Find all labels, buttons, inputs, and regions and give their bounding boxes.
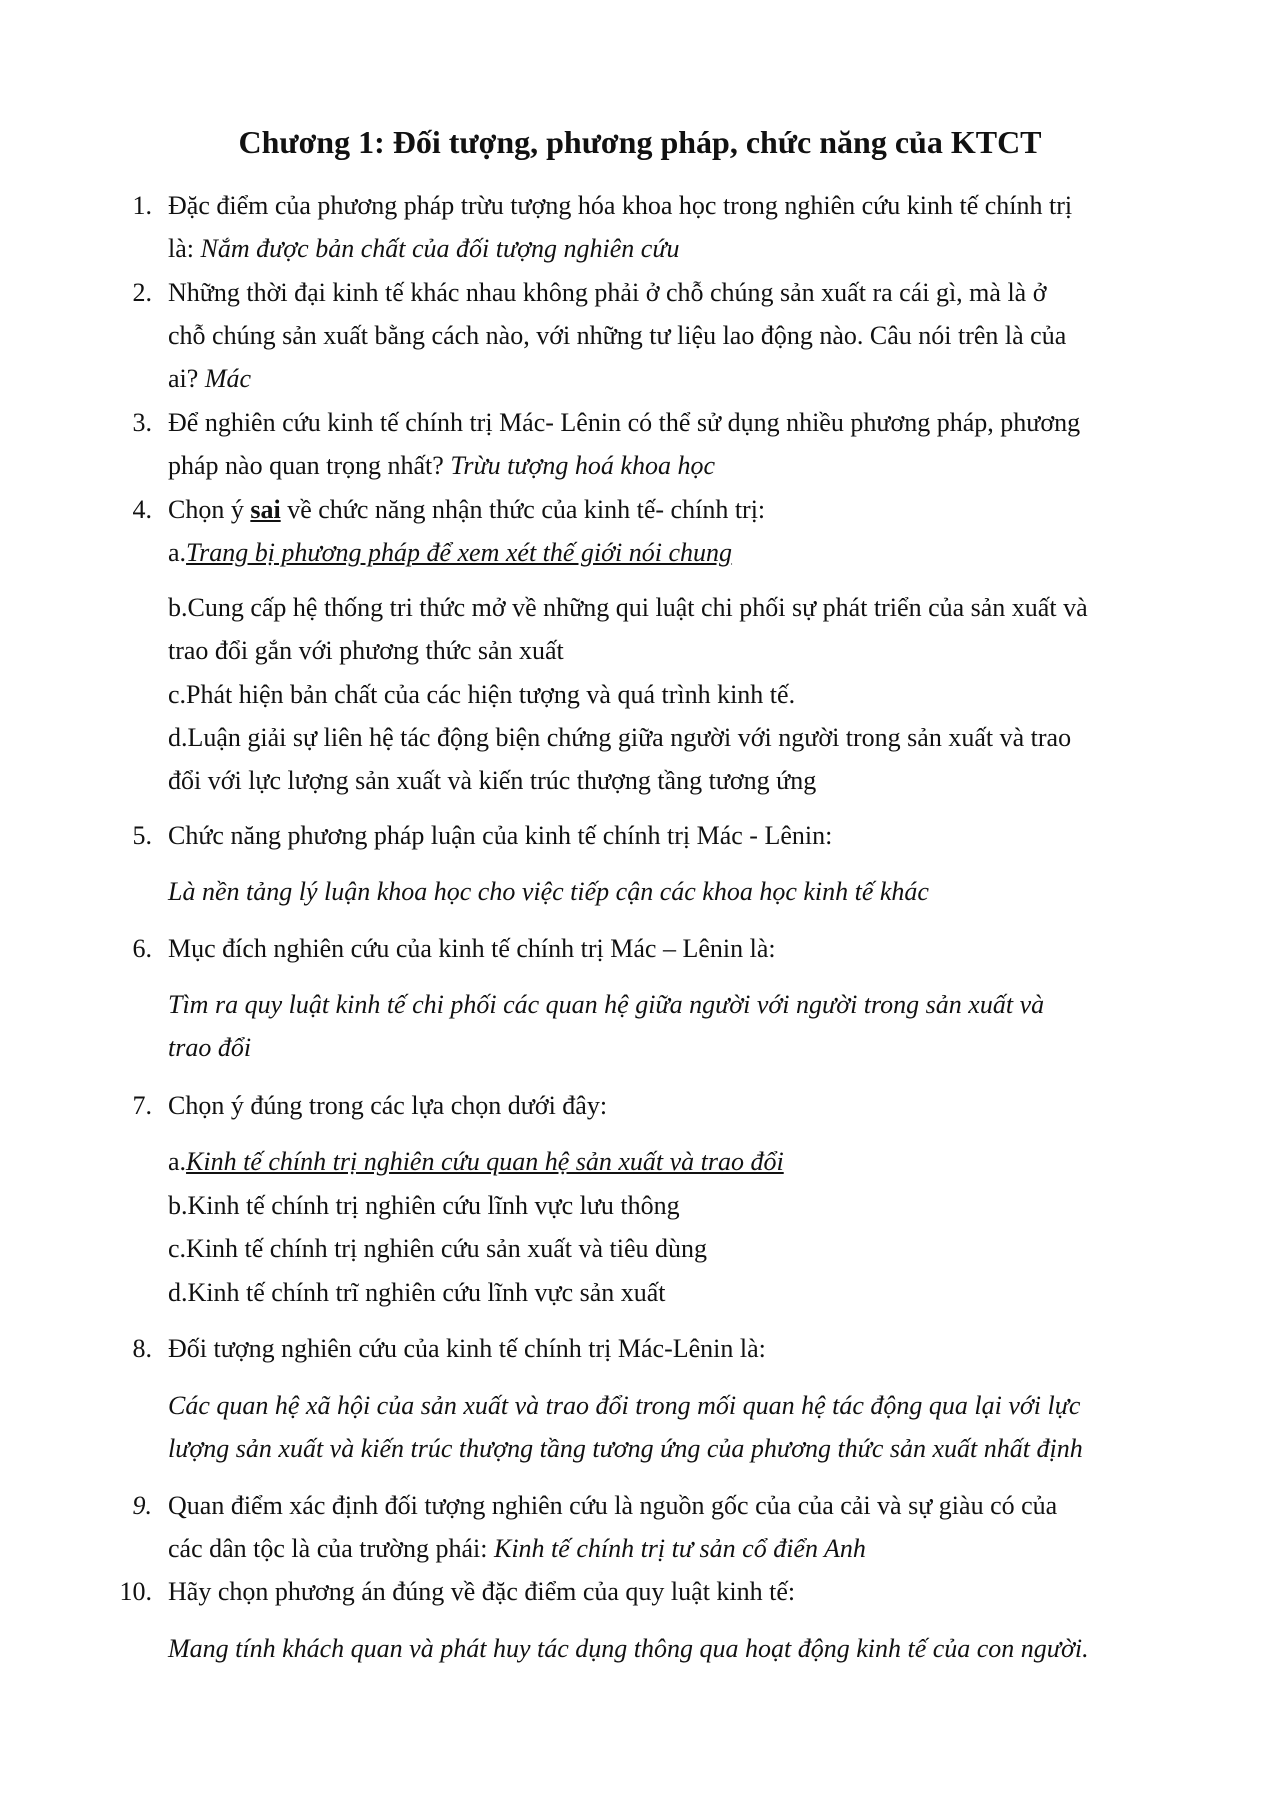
- q1-number: 1.: [132, 191, 152, 220]
- q9-question-line1: Quan điểm xác định đối tượng nghiên cứu là nguồn gốc của của cải và sự giàu có của: [168, 1491, 1058, 1520]
- q7-option-a-answer: Kinh tế chính trị nghiên cứu quan hệ sản xuất và trao đổi: [186, 1147, 784, 1176]
- q4-option-b-line1: b.Cung cấp hệ thống tri thức mở về những qui luật chi phối sự phát triển của sản xuất và: [168, 593, 1088, 622]
- q6-answer-line2: trao đổi: [168, 1033, 252, 1062]
- q4-option-a: [168, 535, 732, 571]
- q7-option-a-label: a.: [168, 1147, 187, 1176]
- q2-number: 2.: [132, 278, 152, 307]
- q9-question-prefix: các dân tộc là của trường phái:: [168, 1534, 494, 1563]
- q8-answer-line2: lượng sản xuất và kiến trúc thượng tầng tương ứng của phương thức sản xuất nhất định: [168, 1434, 1083, 1463]
- q4-option-c: c.Phát hiện bản chất của các hiện tượng và quá trình kinh tế.: [168, 680, 796, 709]
- q3-question-line2: [168, 448, 715, 484]
- q3-question-line1: Để nghiên cứu kinh tế chính trị Mác- Lênin có thể sử dụng nhiều phương pháp, phương: [168, 408, 1081, 437]
- q9-question-line2: [168, 1531, 866, 1567]
- q2-question-prefix: ai?: [168, 364, 205, 393]
- q10-question: Hãy chọn phương án đúng về đặc điểm của quy luật kinh tế:: [168, 1577, 796, 1606]
- q3-number: 3.: [132, 408, 152, 437]
- q9-answer: Kinh tế chính trị tư sản cổ điển Anh: [493, 1534, 866, 1563]
- q7-question: Chọn ý đúng trong các lựa chọn dưới đây:: [168, 1091, 608, 1120]
- q4-option-a-label: a.: [168, 538, 187, 567]
- q8-number: 8.: [132, 1334, 152, 1363]
- q7-option-c: c.Kinh tế chính trị nghiên cứu sản xuất và tiêu dùng: [168, 1234, 708, 1263]
- q4-question: [168, 492, 765, 528]
- q4-option-d-line2: đổi với lực lượng sản xuất và kiến trúc thượng tầng tương ứng: [168, 766, 817, 795]
- q7-option-b: b.Kinh tế chính trị nghiên cứu lĩnh vực lưu thông: [168, 1191, 680, 1220]
- q1-question-prefix: là:: [168, 234, 201, 263]
- q7-option-d: d.Kinh tế chính trĩ nghiên cứu lĩnh vực sản xuất: [168, 1278, 666, 1307]
- chapter-title: Chương 1: Đối tượng, phương pháp, chức năng của KTCT: [238, 124, 1042, 160]
- q6-number: 6.: [132, 934, 152, 963]
- q4-option-b-line2: trao đổi gắn với phương thức sản xuất: [168, 636, 564, 665]
- q5-answer: Là nền tảng lý luận khoa học cho việc tiếp cận các khoa học kinh tế khác: [168, 877, 929, 906]
- q2-answer: Mác: [204, 364, 252, 393]
- q7-option-a: [168, 1144, 784, 1180]
- q4-keyword-sai: sai: [250, 495, 281, 524]
- q7-number: 7.: [132, 1091, 152, 1120]
- q4-option-a-answer: Trang bị phương pháp để xem xét thế giới nói chung: [186, 538, 733, 567]
- q6-answer-line1: Tìm ra quy luật kinh tế chi phối các quan hệ giữa người với người trong sản xuất và: [168, 990, 1045, 1019]
- q8-answer-line1: Các quan hệ xã hội của sản xuất và trao đổi trong mối quan hệ tác động qua lại với lực: [168, 1391, 1081, 1420]
- q5-question: Chức năng phương pháp luận của kinh tế chính trị Mác - Lênin:: [168, 821, 833, 850]
- q10-number: 10.: [119, 1577, 152, 1606]
- q4-number: 4.: [132, 495, 152, 524]
- q1-answer: Nắm được bản chất của đối tượng nghiên cứu: [200, 234, 680, 263]
- q9-number: 9.: [132, 1491, 152, 1520]
- q3-answer: Trừu tượng hoá khoa học: [450, 451, 715, 480]
- q4-option-d-line1: d.Luận giải sự liên hệ tác động biện chứng giữa người với người trong sản xuất và trao: [168, 723, 1072, 752]
- q8-question: Đối tượng nghiên cứu của kinh tế chính trị Mác-Lênin là:: [168, 1334, 766, 1363]
- q2-question-line3: [168, 361, 251, 397]
- q10-answer: Mang tính khách quan và phát huy tác dụng thông qua hoạt động kinh tế của con người.: [168, 1634, 1089, 1663]
- q2-question-line1: Những thời đại kinh tế khác nhau không phải ở chỗ chúng sản xuất ra cái gì, mà là ở: [168, 278, 1047, 307]
- q4-question-post: về chức năng nhận thức của kinh tế- chính trị:: [280, 495, 766, 524]
- q2-question-line2: chỗ chúng sản xuất bằng cách nào, với những tư liệu lao động nào. Câu nói trên là của: [168, 321, 1067, 350]
- q4-question-pre: Chọn ý: [168, 495, 251, 524]
- q1-question-line1: Đặc điểm của phương pháp trừu tượng hóa khoa học trong nghiên cứu kinh tế chính trị: [168, 191, 1073, 220]
- q1-question-line2: [168, 231, 680, 267]
- q6-question: Mục đích nghiên cứu của kinh tế chính trị Mác – Lênin là:: [168, 934, 776, 963]
- q3-question-prefix: pháp nào quan trọng nhất?: [168, 451, 451, 480]
- q5-number: 5.: [132, 821, 152, 850]
